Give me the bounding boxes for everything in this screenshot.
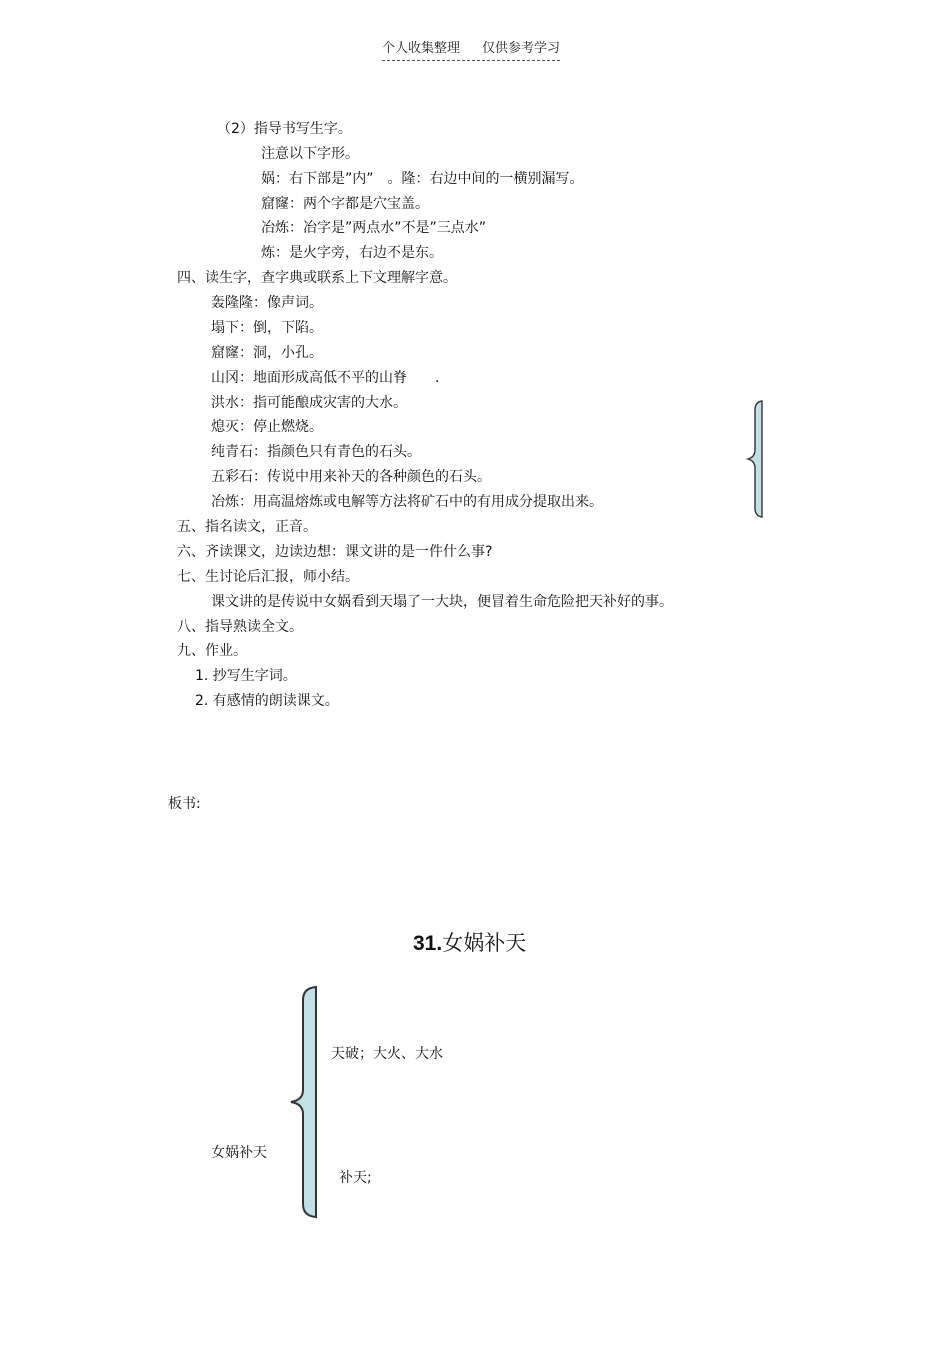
homework-item: 2. 有感情的朗读课文。 (195, 693, 339, 709)
page-header (382, 40, 560, 61)
section-heading: 六、齐读课文，边读边想：课文讲的是一件什么事? (177, 544, 493, 560)
vocab-item: 山冈：地面形成高低不平的山脊 . (211, 370, 440, 386)
note-line: 冶炼：冶字是”两点水”不是”三点水” (261, 220, 487, 236)
board-branch-2: 补天; (339, 1170, 372, 1186)
header-left-text: 个人收集整理 (382, 41, 461, 56)
board-title-text: 女娲补天 (442, 931, 527, 955)
side-brace-icon (742, 398, 764, 520)
note-line: 窟窿：两个字都是穴宝盖。 (261, 196, 429, 212)
vocab-item: 塌下：倒，下陷。 (211, 320, 323, 336)
vocab-item: 洪水：指可能酿成灾害的大水。 (211, 395, 407, 411)
header-right-text: 仅供参考学习 (482, 41, 561, 56)
vocab-item: 窟窿：洞，小孔。 (211, 345, 323, 361)
homework-item: 1. 抄写生字词。 (195, 668, 297, 684)
vocab-item: 熄灭：停止燃烧。 (211, 419, 323, 435)
note-line: 炼：是火字旁，右边不是东。 (261, 245, 443, 261)
vocab-item: 五彩石：传说中用来补天的各种颜色的石头。 (211, 469, 491, 485)
board-root: 女娲补天 (211, 1145, 267, 1161)
summary-text: 课文讲的是传说中女娲看到天塌了一大块，便冒着生命危险把天补好的事。 (211, 594, 673, 610)
step-2-heading: （2）指导书写生字。 (217, 121, 352, 137)
vocab-item: 纯青石：指颜色只有青色的石头。 (211, 444, 421, 460)
section-heading: 九、作业。 (177, 643, 247, 659)
board-title-number: 31. (413, 932, 443, 955)
board-branch-1: 天破；大火、大水 (331, 1046, 443, 1062)
board-brace-icon (284, 984, 320, 1220)
board-label: 板书: (168, 796, 201, 812)
section-heading: 四、读生字，查字典或联系上下文理解字意。 (177, 270, 457, 286)
section-heading: 七、生讨论后汇报，师小结。 (177, 569, 359, 585)
board-title (413, 930, 526, 957)
note-line: 娲：右下部是”内” 。隆：右边中间的一横别漏写。 (261, 171, 584, 187)
note-line: 注意以下字形。 (261, 146, 359, 162)
section-heading: 八、指导熟读全文。 (177, 619, 303, 635)
vocab-item: 轰隆隆：像声词。 (211, 295, 323, 311)
vocab-item: 冶炼：用高温熔炼或电解等方法将矿石中的有用成分提取出来。 (211, 494, 603, 510)
section-heading: 五、指名读文，正音。 (177, 519, 317, 535)
